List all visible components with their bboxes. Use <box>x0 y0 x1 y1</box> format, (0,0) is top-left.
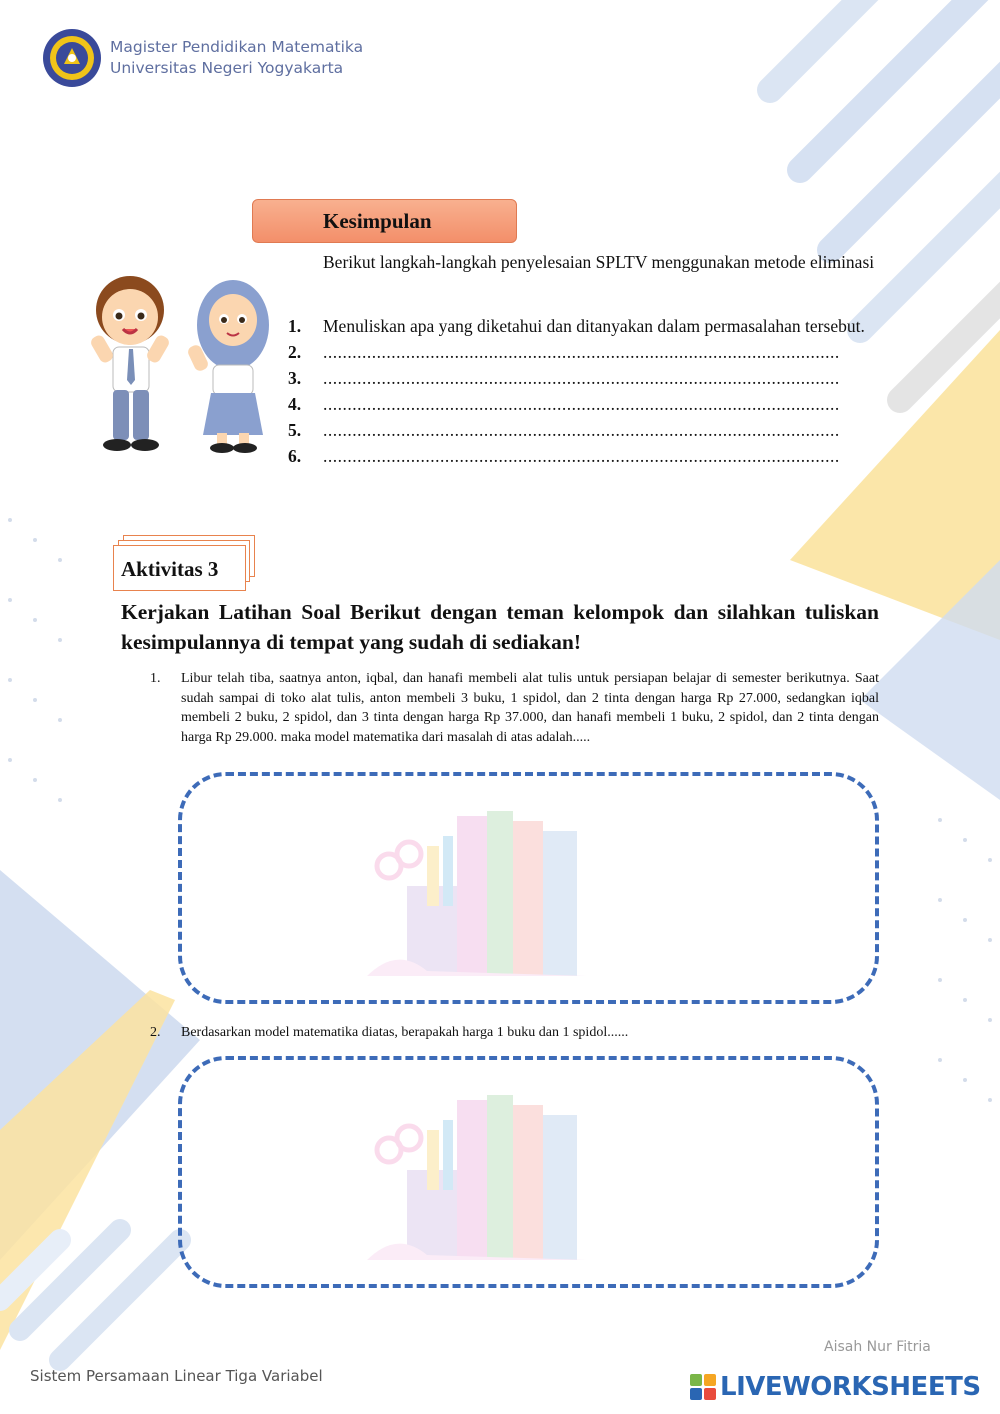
org-name <box>110 37 363 79</box>
university-seal-icon <box>42 28 102 88</box>
answer-box-1[interactable] <box>178 772 879 1004</box>
step-item <box>288 417 879 443</box>
step-number: 1. <box>288 316 302 336</box>
question-1 <box>150 669 879 747</box>
steps-list <box>288 313 879 469</box>
stationery-watermark-icon <box>367 806 617 986</box>
question-number: 1. <box>150 671 161 686</box>
step-number: 5. <box>288 420 302 440</box>
answer-box-2[interactable] <box>178 1056 879 1288</box>
activity-instruction: Kerjakan Latihan Soal Berikut dengan teman kelompok dan silahkan tuliskan kesimpulannya di tempat yang sudah di sediakan! <box>121 600 879 654</box>
step-blank-line[interactable]: .......................................................................................................... <box>323 420 840 440</box>
step-item <box>288 365 879 391</box>
step-blank-line[interactable]: .......................................................................................................... <box>323 394 840 414</box>
question-number: 2. <box>150 1025 161 1040</box>
footer-author: Aisah Nur Fitria <box>824 1339 931 1355</box>
kesimpulan-title: Kesimpulan <box>252 199 517 243</box>
org-line2: Universitas Negeri Yogyakarta <box>110 59 344 77</box>
step-number: 6. <box>288 446 302 466</box>
step-blank-line[interactable]: .......................................................................................................... <box>323 342 840 362</box>
step-blank-line[interactable]: .......................................................................................................... <box>323 368 840 388</box>
org-line1: Magister Pendidikan Matematika <box>110 38 364 56</box>
question-text: Berdasarkan model matematika diatas, berapakah harga 1 buku dan 1 spidol...... <box>181 1025 629 1040</box>
stationery-watermark-icon <box>367 1090 617 1270</box>
step-number: 3. <box>288 368 302 388</box>
footer-subject: Sistem Persamaan Linear Tiga Variabel <box>30 1367 323 1385</box>
activity-label-badge <box>113 535 258 593</box>
step-number: 4. <box>288 394 302 414</box>
header <box>42 28 363 88</box>
question-text: Libur telah tiba, saatnya anton, iqbal, dan hanafi membeli alat tulis untuk persiapan belajar di semester berikutnya. Saat sudah sampai di toko alat tulis, anton membeli 3 buku, 1 spidol, dan 2 tinta dengan harga Rp 27.000, sedangkan iqbal membeli 2 buku, 2 spidol, dan 3 tinta dengan harga Rp 37.000, dan hanafi membeli 1 buku, 2 spidol, dan 2 tinta dengan harga Rp 29.000. maka model matematika dari masalah di atas adalah..... <box>181 671 879 745</box>
step-item <box>288 339 879 365</box>
step-number: 2. <box>288 342 302 362</box>
activity-label: Aktivitas 3 <box>113 545 246 591</box>
students-illustration <box>85 265 285 465</box>
step-item <box>288 313 879 339</box>
brand-name: LIVEWORKSHEETS <box>720 1372 981 1402</box>
step-text: Menuliskan apa yang diketahui dan ditanyakan dalam permasalahan tersebut. <box>323 316 865 336</box>
liveworksheets-logo-icon <box>690 1374 716 1400</box>
step-item <box>288 391 879 417</box>
kesimpulan-intro: Berikut langkah-langkah penyelesaian SPLTV menggunakan metode eliminasi <box>323 252 875 272</box>
liveworksheets-brand[interactable] <box>690 1372 981 1402</box>
question-2 <box>150 1023 879 1043</box>
step-blank-line[interactable]: .......................................................................................................... <box>323 446 840 466</box>
step-item <box>288 443 879 469</box>
